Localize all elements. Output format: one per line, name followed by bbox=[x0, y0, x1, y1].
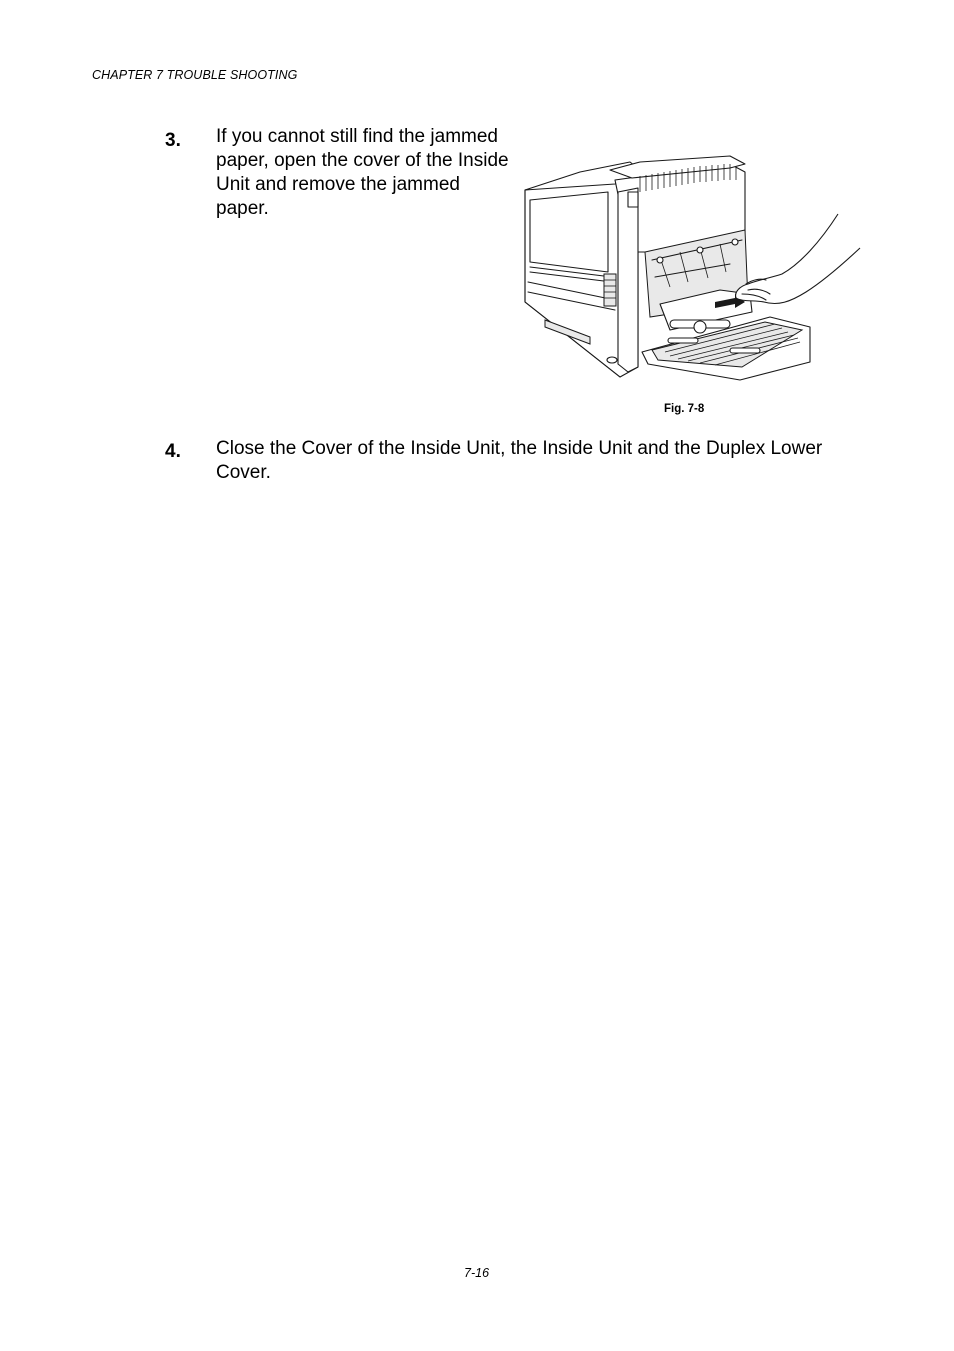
step-3-text: If you cannot still find the jammed paper, open the cover of the Inside Unit and remove the jammed paper. bbox=[216, 126, 509, 219]
page-number: 7-16 bbox=[464, 1266, 490, 1280]
chapter-header: CHAPTER 7 TROUBLE SHOOTING bbox=[92, 68, 298, 82]
printer-inside-unit-illustration bbox=[520, 152, 865, 388]
figure-caption: Fig. 7-8 bbox=[664, 403, 705, 415]
step-3-number: 3. bbox=[165, 130, 181, 151]
step-4-text: Close the Cover of the Inside Unit, the Inside Unit and the Duplex Lower Cover. bbox=[216, 438, 823, 483]
step-4-number: 4. bbox=[165, 441, 181, 462]
